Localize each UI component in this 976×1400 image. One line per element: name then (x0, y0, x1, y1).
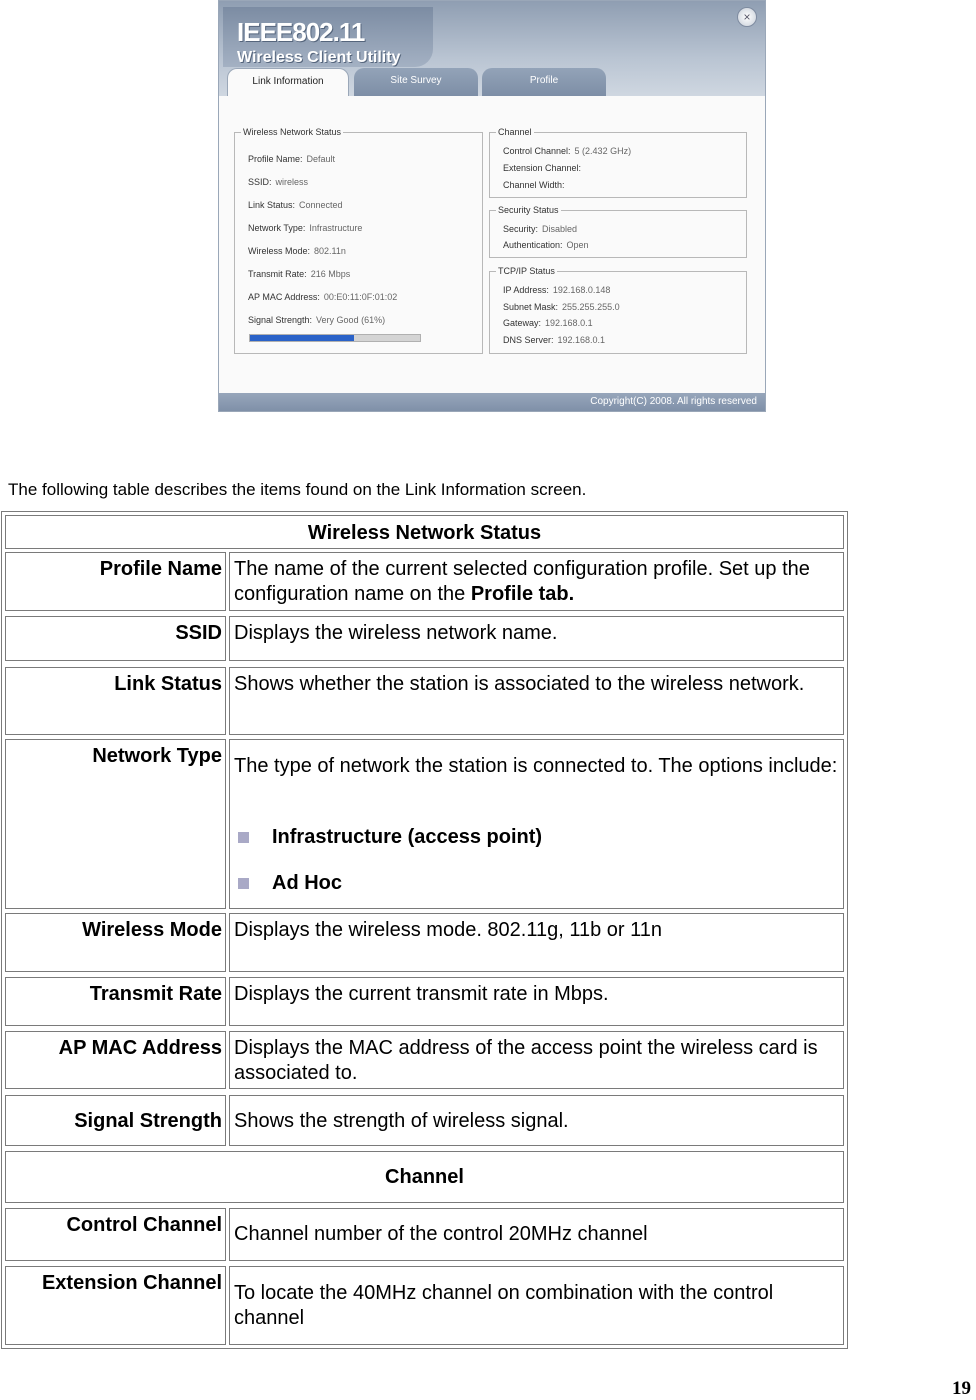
intro-text: The following table describes the items found on the Link Information screen. (8, 480, 587, 499)
row-label: IP Address: (503, 285, 549, 295)
row-label: Transmit Rate: (248, 269, 307, 279)
desc-cell: Displays the MAC address of the access point the wireless card is associated to. (229, 1031, 844, 1089)
tcpip-group (489, 266, 747, 354)
desc-cell: Displays the current transmit rate in Mbps. (229, 977, 844, 1026)
app-title: IEEE802.11 (237, 17, 365, 47)
bullet-item (272, 872, 342, 895)
status-row (503, 318, 593, 328)
row-label: Profile Name: (248, 154, 303, 164)
status-row (248, 154, 335, 164)
row-label: Signal Strength: (248, 315, 313, 325)
row-label: Extension Channel: (503, 163, 582, 173)
status-row (248, 223, 362, 233)
row-label: Wireless Mode: (248, 246, 311, 256)
bullet-item (272, 826, 542, 849)
row-label: Channel Width: (503, 180, 565, 190)
row-value: 192.168.0.148 (552, 285, 611, 295)
row-value: 216 Mbps (310, 269, 351, 279)
label-cell: Network Type (5, 739, 226, 909)
window-header (219, 1, 765, 96)
wireless-status-group (234, 127, 483, 354)
signal-strength-bar (249, 334, 421, 342)
desc-cell: To locate the 40MHz channel on combination with the control channel (229, 1266, 844, 1345)
status-row (248, 292, 397, 302)
tab-link-information[interactable]: Link Information (227, 68, 349, 96)
copyright-footer: Copyright(C) 2008. All rights reserved (219, 393, 765, 411)
label-cell: SSID (5, 616, 226, 661)
signal-strength-fill (250, 335, 354, 341)
row-value: Default (306, 154, 336, 164)
status-row (248, 315, 385, 325)
status-row (248, 269, 350, 279)
bullet-square-icon (238, 878, 249, 889)
label-cell: Profile Name (5, 552, 226, 611)
row-value: Very Good (61%) (316, 315, 386, 325)
row-value: 192.168.0.1 (557, 335, 606, 345)
label-cell: Link Status (5, 667, 226, 735)
group-legend: Channel (498, 127, 532, 137)
row-value: Open (566, 240, 589, 250)
desc-cell (229, 739, 844, 909)
status-row (503, 285, 610, 295)
desc-text: The name of the current selected configuration profile. Set up the configuration name on the (234, 558, 810, 605)
row-label: Control Channel: (503, 146, 571, 156)
security-group (489, 205, 747, 258)
row-label: Link Status: (248, 200, 296, 210)
label-cell: Transmit Rate (5, 977, 226, 1026)
channel-group (489, 127, 747, 198)
row-value: 00:E0:11:0F:01:02 (323, 292, 398, 302)
app-subtitle: Wireless Client Utility (237, 49, 401, 66)
tab-site-survey[interactable]: Site Survey (354, 68, 478, 96)
status-row (503, 335, 605, 345)
status-row (248, 200, 343, 210)
status-row (503, 180, 569, 190)
group-legend: Security Status (498, 205, 559, 215)
bullet-text: Infrastructure (access point) (272, 826, 543, 848)
label-cell: Wireless Mode (5, 913, 226, 972)
row-label: Security: (503, 224, 539, 234)
status-row (503, 240, 589, 250)
row-value: wireless (275, 177, 309, 187)
status-row (248, 177, 308, 187)
row-label: Gateway: (503, 318, 542, 328)
page-number: 19 (952, 1378, 971, 1399)
group-legend: TCP/IP Status (498, 266, 555, 276)
utility-window (218, 0, 766, 412)
description-table (1, 511, 848, 1349)
row-value: 802.11n (314, 246, 346, 256)
row-value: 192.168.0.1 (545, 318, 593, 328)
bullet-text: Ad Hoc (272, 872, 342, 894)
row-label: DNS Server: (503, 335, 554, 345)
status-row (503, 146, 631, 156)
row-value: 255.255.255.0 (562, 302, 620, 312)
row-label: Network Type: (248, 223, 306, 233)
section-header-channel: Channel (5, 1151, 844, 1203)
desc-cell: Shows the strength of wireless signal. (229, 1095, 844, 1146)
group-legend: Wireless Network Status (243, 127, 342, 137)
section-header-wireless: Wireless Network Status (5, 515, 844, 549)
desc-bold-text: Profile tab. (470, 583, 575, 605)
desc-cell: Displays the wireless mode. 802.11g, 11b or 11n (229, 913, 844, 972)
desc-text: The type of network the station is connected to. The options include: (234, 755, 838, 777)
tab-profile[interactable]: Profile (482, 68, 606, 96)
close-icon[interactable]: × (737, 7, 757, 27)
status-row (503, 224, 577, 234)
desc-cell (229, 552, 844, 611)
status-row (503, 302, 620, 312)
row-value: Infrastructure (309, 223, 363, 233)
status-row (503, 163, 585, 173)
desc-cell: Channel number of the control 20MHz channel (229, 1208, 844, 1261)
row-label: AP MAC Address: (248, 292, 320, 302)
desc-cell: Shows whether the station is associated to the wireless network. (229, 667, 844, 735)
label-cell: AP MAC Address (5, 1031, 226, 1089)
label-cell: Control Channel (5, 1208, 226, 1261)
label-cell: Extension Channel (5, 1266, 226, 1345)
row-label: SSID: (248, 177, 272, 187)
label-cell: Signal Strength (5, 1095, 226, 1146)
row-label: Authentication: (503, 240, 563, 250)
window-body (219, 96, 765, 394)
desc-cell: Displays the wireless network name. (229, 616, 844, 661)
bullet-square-icon (238, 832, 249, 843)
status-row (248, 246, 346, 256)
row-value: Connected (299, 200, 343, 210)
row-label: Subnet Mask: (503, 302, 559, 312)
title-plate (223, 7, 433, 67)
row-value: 5 (2.432 GHz) (574, 146, 632, 156)
row-value: Disabled (542, 224, 578, 234)
